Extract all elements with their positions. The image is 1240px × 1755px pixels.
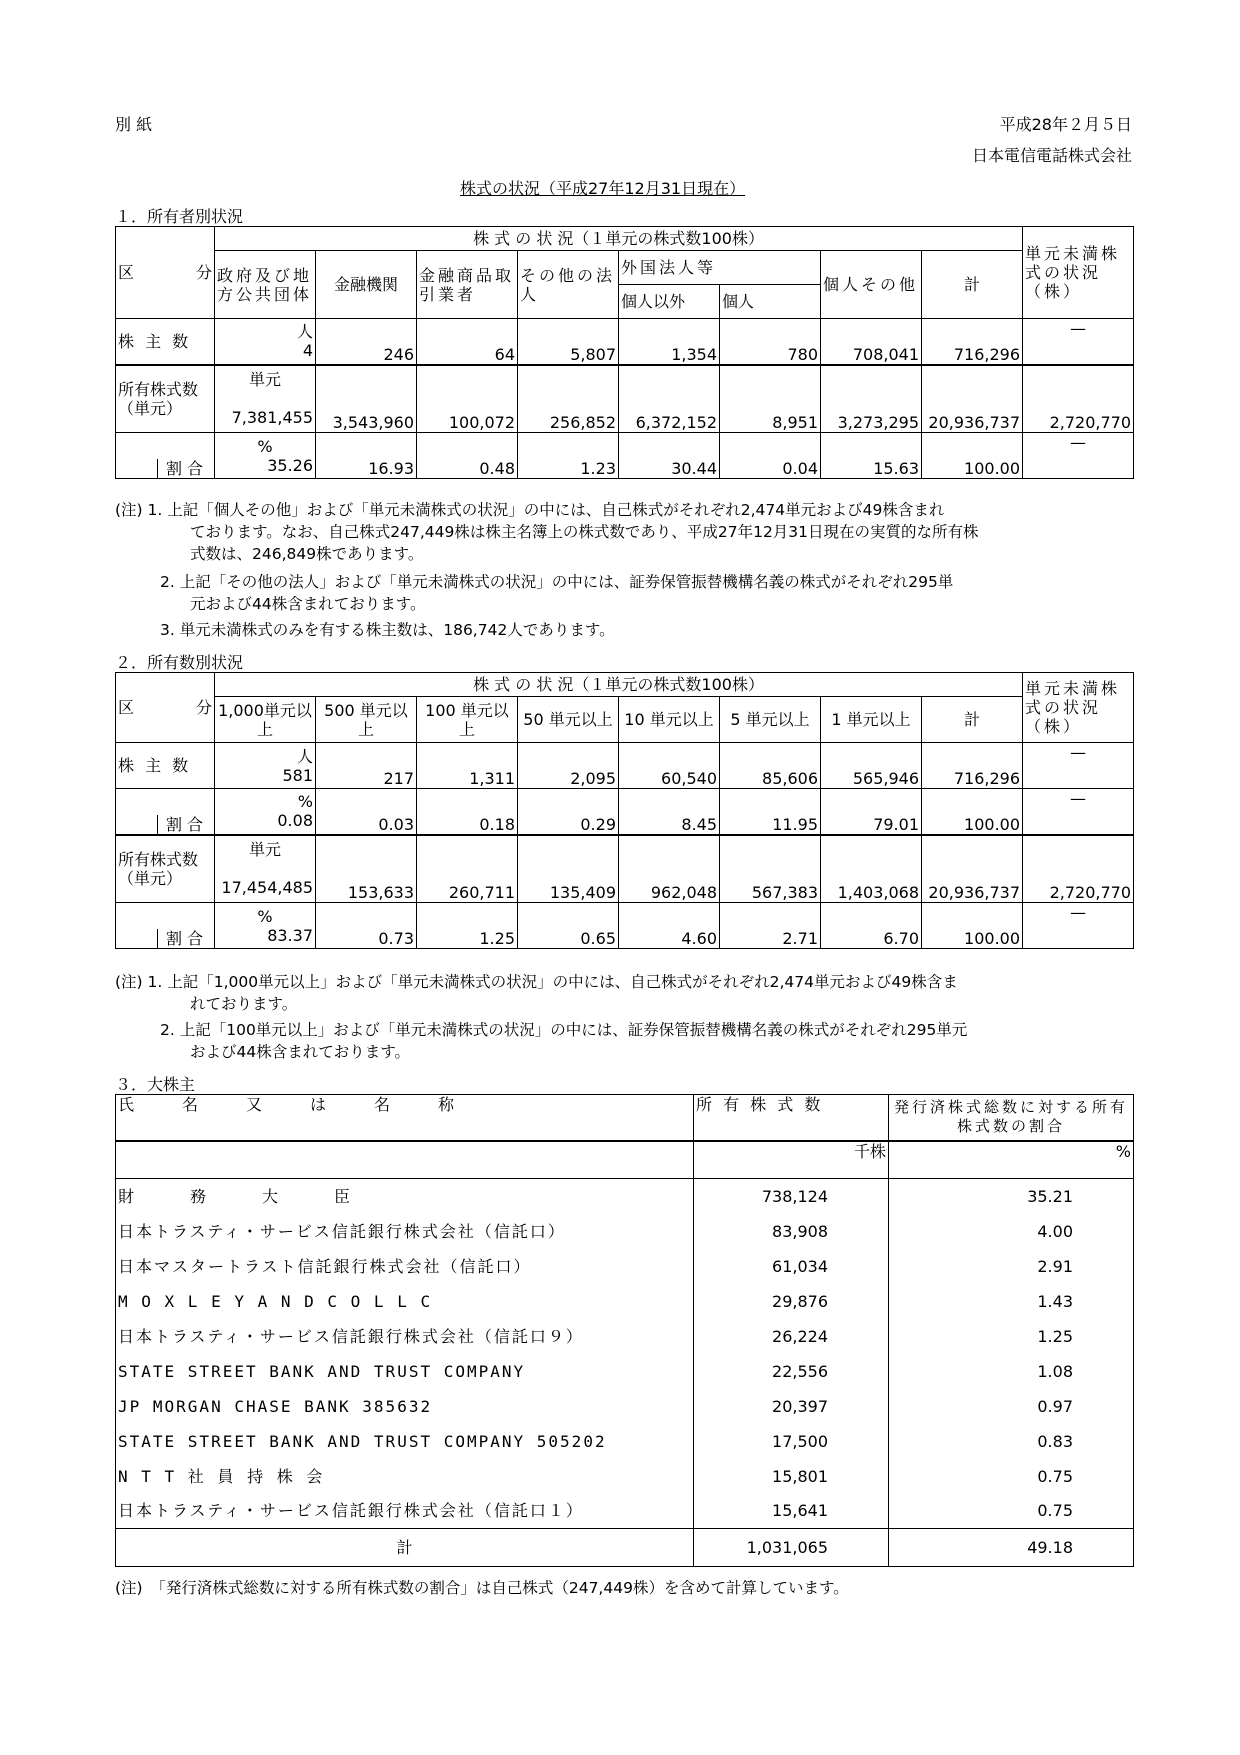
header-foreign: 外国法人等: [619, 251, 821, 285]
shareholder-row: [116, 1249, 1134, 1284]
shareholder-name: 日本マスタートラスト信託銀行株式会社（信託口）: [116, 1249, 694, 1284]
size-table: 区 分 株 式 の 状 況（１単元の株式数100株） 単元未満株式の状況（株） 1,000単元以上 500 単元以上 100 単元以上 50 単元以上 10 単元以上 5 単元以上 1 単元以上 計 株 主 数 人 581 217 1,311 2,095 60,540 85,606 565,946 716,296 — 割 合 % 0.08 0.03 0.18 0.29 8.45 11.95 79.01 100.00 — 所有株式数（単元） 単元 17,454,485 153,633 260,711 135,409 962,048 567,383 1,403,068 20,936,737 2,720,770 割 合 % 83.37 0.73 1.25 0.65 4.60 2.71 6.70 100.00 —: [115, 672, 1134, 949]
header-shares: 所 有 株 式 数: [694, 1095, 889, 1141]
shareholder-shares: 26,224: [694, 1319, 889, 1354]
shareholder-name: STATE STREET BANK AND TRUST COMPANY 505202: [116, 1424, 694, 1459]
header-securities-firms: 金融商品取引業者: [417, 251, 518, 319]
shareholder-ratio: 0.75: [889, 1459, 1134, 1494]
shareholder-shares: 29,876: [694, 1284, 889, 1319]
owner-table: [115, 226, 1134, 479]
document-date: 平成28年２月５日: [999, 115, 1132, 134]
shareholder-shares: 83,908: [694, 1214, 889, 1249]
row-label: 所有株式数（単元）: [116, 365, 215, 433]
section1-note-2b: 元および44株含まれております。: [190, 595, 426, 613]
section1-note-2a: 2. 上記「その他の法人」および「単元未満株式の状況」の中には、証券保管振替機構名義の株式がそれぞれ295単: [160, 573, 954, 591]
shareholder-row: [116, 1214, 1134, 1249]
page-attachment-label: 別 紙: [115, 115, 153, 134]
shareholder-name: 日本トラスティ・サービス信託銀行株式会社（信託口）: [116, 1214, 694, 1249]
shareholder-ratio: 1.43: [889, 1284, 1134, 1319]
shareholder-ratio: 0.75: [889, 1494, 1134, 1529]
shareholder-row: [116, 1319, 1134, 1354]
shareholder-shares: 17,500: [694, 1424, 889, 1459]
section1-note-1a: (注) 1. 上記「個人その他」および「単元未満株式の状況」の中には、自己株式がそれぞれ2,474単元および49株含まれ: [115, 501, 945, 519]
section1-note-1b: ております。なお、自己株式247,449株は株主名簿上の株式数であり、平成27年12月31日現在の実質的な所有株: [190, 523, 979, 541]
header-odd-lot: 単元未満株式の状況（株）: [1023, 673, 1134, 743]
unit-ratio: %: [889, 1141, 1134, 1179]
section2-note-2a: 2. 上記「100単元以上」および「単元未満株式の状況」の中には、証券保管振替機構名義の株式がそれぞれ295単元: [160, 1021, 968, 1039]
header-name: 氏 名 又 は 名 称: [116, 1095, 694, 1141]
shareholder-shares: 20,397: [694, 1389, 889, 1424]
shareholder-shares: 22,556: [694, 1354, 889, 1389]
shareholder-name: STATE STREET BANK AND TRUST COMPANY: [116, 1354, 694, 1389]
shareholder-name: 日本トラスティ・サービス信託銀行株式会社（信託口１）: [116, 1494, 694, 1529]
header-other-corporations: その他の法人: [518, 251, 619, 319]
holders-ratio-row: 割 合 % 0.08 0.03 0.18 0.29 8.45 11.95 79.01 100.00 —: [116, 789, 1134, 835]
row-label: 割 合: [116, 433, 215, 479]
section1-heading: １．所有者別状況: [115, 207, 244, 226]
row-label: 株 主 数: [116, 319, 215, 365]
shares-ratio-row: 割 合 % 83.37 0.73 1.25 0.65 4.60 2.71 6.70 100.00 —: [116, 903, 1134, 949]
shareholder-ratio: 1.25: [889, 1319, 1134, 1354]
header-financial-institutions: 金融機関: [316, 251, 417, 319]
shareholder-ratio: 2.91: [889, 1249, 1134, 1284]
shareholder-row: [116, 1389, 1134, 1424]
shareholder-ratio: 1.08: [889, 1354, 1134, 1389]
header-ratio: 発行済株式総数に対する所有株式数の割合: [889, 1095, 1134, 1141]
shareholder-row: [116, 1459, 1134, 1494]
kubun-header: 区 分: [116, 227, 215, 319]
shareholder-shares: 61,034: [694, 1249, 889, 1284]
unit-shares: 千株: [694, 1141, 889, 1179]
shareholder-name: M O X L E Y A N D C O L L C: [116, 1284, 694, 1319]
group-header: 株 式 の 状 況（１単元の株式数100株）: [215, 227, 1023, 251]
page-title: 株式の状況（平成27年12月31日現在）: [460, 179, 746, 198]
header-foreign-nonindividual: 個人以外: [619, 285, 720, 319]
shareholder-row: [116, 1179, 1134, 1214]
header-foreign-individual: 個人: [720, 285, 821, 319]
shareholder-ratio: 0.83: [889, 1424, 1134, 1459]
section2-note-1b: れております。: [190, 995, 298, 1013]
ratio-row: 割 合 % 35.26 16.93 0.48 1.23 30.44 0.04 15.63 100.00 —: [116, 433, 1134, 479]
shareholder-row: [116, 1424, 1134, 1459]
section1-note-1c: 式数は、246,849株であります。: [190, 545, 424, 563]
major-shareholders-table: [115, 1094, 1134, 1567]
section2-note-1a: (注) 1. 上記「1,000単元以上」および「単元未満株式の状況」の中には、自己株式がそれぞれ2,474単元および49株含ま: [115, 973, 958, 991]
section2-heading: ２．所有数別状況: [115, 653, 244, 672]
holders-row: 株 主 数 人 4 246 64 5,807 1,354 780 708,041 716,296 —: [116, 319, 1134, 365]
shareholder-shares: 15,641: [694, 1494, 889, 1529]
header-odd-lot: 単元未満株式の状況（株）: [1023, 227, 1134, 319]
shareholder-ratio: 35.21: [889, 1179, 1134, 1214]
section3-note: (注) 「発行済株式総数に対する所有株式数の割合」は自己株式（247,449株）を含めて計算しています。: [115, 1579, 849, 1597]
shareholder-name: N T T 社 員 持 株 会: [116, 1459, 694, 1494]
holders-row: 株 主 数 人 581 217 1,311 2,095 60,540 85,606 565,946 716,296 —: [116, 743, 1134, 789]
shareholder-name: 財 務 大 臣: [116, 1179, 694, 1214]
shares-row: 所有株式数（単元） 単元 17,454,485 153,633 260,711 135,409 962,048 567,383 1,403,068 20,936,737 2,720,770: [116, 835, 1134, 903]
section2-note-2b: および44株含まれております。: [190, 1043, 410, 1061]
shareholder-name: JP MORGAN CHASE BANK 385632: [116, 1389, 694, 1424]
shareholder-shares: 15,801: [694, 1459, 889, 1494]
shares-row: 所有株式数（単元） 単元 7,381,455 3,543,960 100,072 256,852 6,372,152 8,951 3,273,295 20,936,737 2,720,770: [116, 365, 1134, 433]
total-row: 計 1,031,065 49.18: [116, 1529, 1134, 1567]
shareholder-ratio: 0.97: [889, 1389, 1134, 1424]
shareholder-name: 日本トラスティ・サービス信託銀行株式会社（信託口９）: [116, 1319, 694, 1354]
company-name: 日本電信電話株式会社: [971, 146, 1132, 165]
header-government: 政府及び地方公共団体: [215, 251, 316, 319]
header-individuals: 個人その他: [821, 251, 922, 319]
section3-heading: ３．大株主: [115, 1075, 196, 1094]
group-header: 株 式 の 状 況（１単元の株式数100株）: [215, 673, 1023, 697]
shareholder-row: [116, 1284, 1134, 1319]
header-total: 計: [922, 251, 1023, 319]
shareholder-row: [116, 1354, 1134, 1389]
shareholder-shares: 738,124: [694, 1179, 889, 1214]
section1-note-3: 3. 単元未満株式のみを有する株主数は、186,742人であります。: [160, 621, 615, 639]
shareholder-row: [116, 1494, 1134, 1529]
shareholder-ratio: 4.00: [889, 1214, 1134, 1249]
